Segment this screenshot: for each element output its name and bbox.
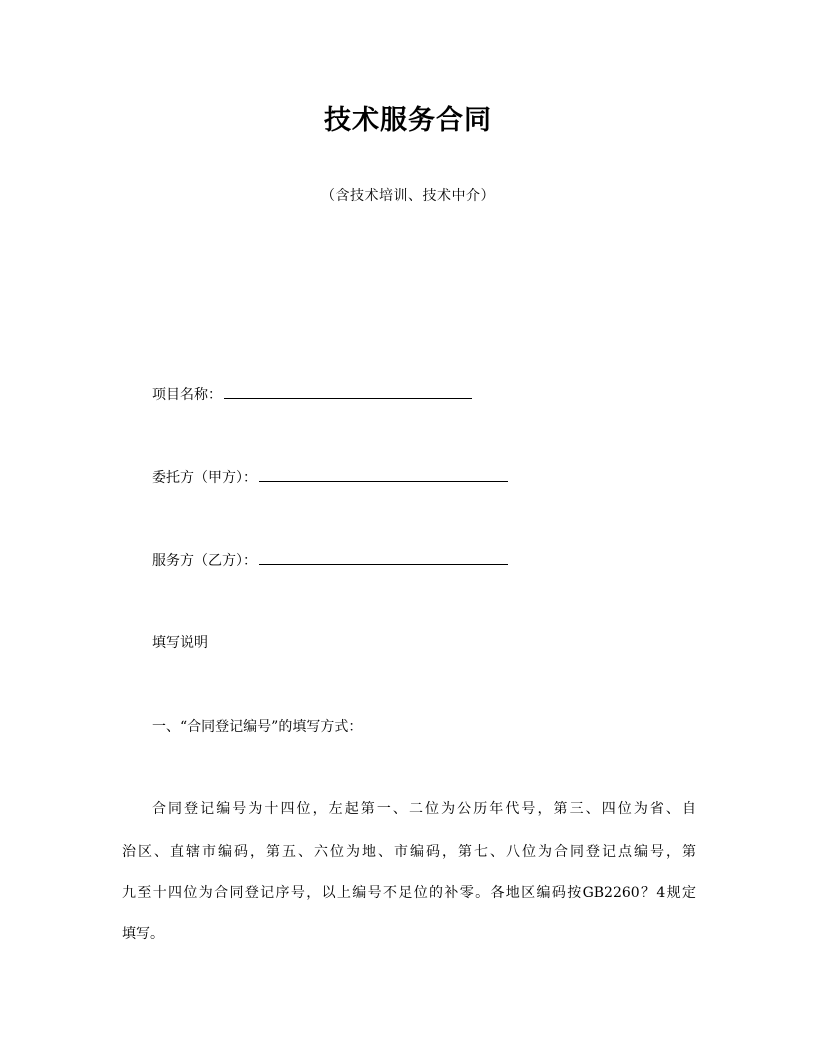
instructions-heading: 填写说明 [152,635,208,651]
client-field [152,467,508,487]
section-one-line-1: 合同登记编号为十四位，左起第一、二位为公历年代号，第三、四位为省、自 [152,801,696,817]
section-one-heading: 一、“合同登记编号”的填写方式： [152,719,363,735]
project-name-field [152,384,472,404]
section-one-line-4: 填写。 [122,926,164,942]
client-label: 委托方（甲方）： [152,470,257,486]
client-blank[interactable] [259,467,508,482]
section-one-line-2: 治区、直辖市编码，第五、六位为地、市编码，第七、八位为合同登记点编号，第 [122,844,696,860]
provider-blank[interactable] [259,550,508,565]
provider-field [152,550,508,570]
provider-label: 服务方（乙方）： [152,553,257,569]
project-name-label: 项目名称： [152,387,222,403]
section-one-line-3: 九至十四位为合同登记序号，以上编号不足位的补零。各地区编码按GB2260？4规定 [122,885,696,901]
project-name-blank[interactable] [224,384,472,399]
document-subtitle: （含技术培训、技术中介） [321,188,495,204]
document-title: 技术服务合同 [324,105,492,136]
